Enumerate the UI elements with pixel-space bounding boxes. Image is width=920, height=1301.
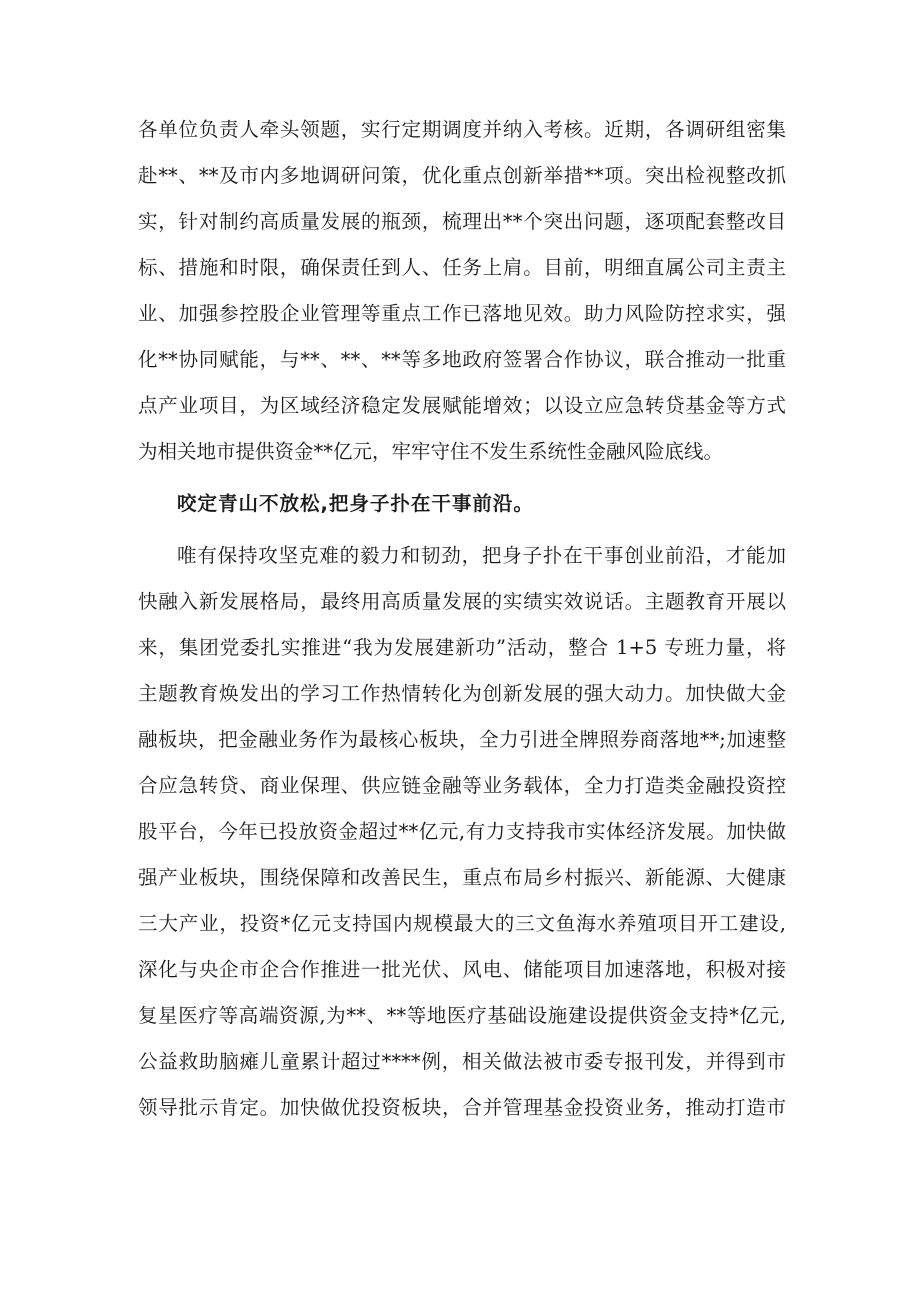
text-line: 化**协同赋能，与**、**、**等多地政府签署合作协议，联合推动一批重 <box>138 348 786 371</box>
paragraph-1 <box>138 107 786 475</box>
section-heading: 咬定青山不放松,把身子扑在干事前沿。 <box>177 492 534 515</box>
document-body <box>138 107 786 1131</box>
text-line: 主题教育焕发出的学习工作热情转化为创新发展的强大动力。加快做大金 <box>138 682 786 705</box>
text-line: 领导批示肯定。加快做优投资板块，合并管理基金投资业务，推动打造市 <box>138 1096 786 1119</box>
text-line: 快融入新发展格局，最终用高质量发展的实绩实效说话。主题教育开展以 <box>138 590 786 613</box>
text-line: 深化与央企市企合作推进一批光伏、风电、储能项目加速落地，积极对接 <box>138 958 786 981</box>
text-line: 唯有保持攻坚克难的毅力和韧劲，把身子扑在干事创业前沿，才能加 <box>177 544 786 567</box>
text-line: 融板块，把金融业务作为最核心板块，全力引进全牌照券商落地**;加速整 <box>138 728 786 751</box>
text-line: 强产业板块，围绕保障和改善民生，重点布局乡村振兴、新能源、大健康 <box>138 866 786 889</box>
text-line: 来，集团党委扎实推进“我为发展建新功”活动，整合 1+5 专班力量，将 <box>138 636 786 659</box>
text-line: 股平台，今年已投放资金超过**亿元,有力支持我市实体经济发展。加快做 <box>138 820 786 843</box>
text-line: 复星医疗等高端资源,为**、**等地医疗基础设施建设提供资金支持*亿元, <box>138 1004 786 1027</box>
text-line: 业、加强参控股企业管理等重点工作已落地见效。助力风险防控求实，强 <box>138 302 786 325</box>
text-line: 标、措施和时限，确保责任到人、任务上肩。目前，明细直属公司主责主 <box>138 256 786 279</box>
text-line: 公益救助脑瘫儿童累计超过****例，相关做法被市委专报刊发，并得到市 <box>138 1050 786 1073</box>
text-line: 实，针对制约高质量发展的瓶颈，梳理出**个突出问题，逐项配套整改目 <box>138 210 786 233</box>
text-line: 点产业项目，为区域经济稳定发展赋能增效；以设立应急转贷基金等方式 <box>138 394 786 417</box>
text-line: 各单位负责人牵头领题，实行定期调度并纳入考核。近期，各调研组密集 <box>138 118 786 141</box>
text-line: 为相关地市提供资金**亿元，牢牢守住不发生系统性金融风险底线。 <box>138 440 724 463</box>
text-line: 三大产业，投资*亿元支持国内规模最大的三文鱼海水养殖项目开工建设, <box>138 912 786 935</box>
text-line: 赴**、**及市内多地调研问策，优化重点创新举措**项。突出检视整改抓 <box>138 164 786 187</box>
paragraph-2 <box>138 533 786 1131</box>
text-line: 合应急转贷、商业保理、供应链金融等业务载体，全力打造类金融投资控 <box>138 774 786 797</box>
